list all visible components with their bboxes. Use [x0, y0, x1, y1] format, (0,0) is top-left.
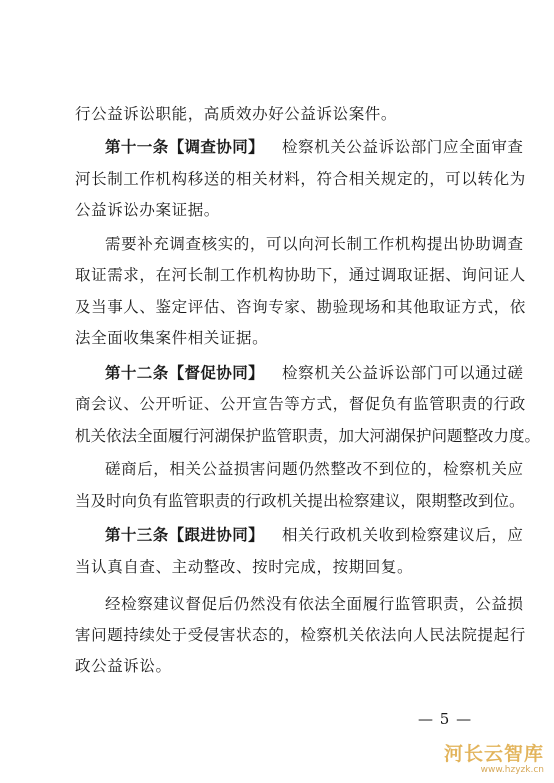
paragraph-line: 机关依法全面履行河湖保护监管职责，加大河湖保护问题整改力度。	[75, 427, 541, 445]
paragraph-line: 商会议、公开听证、公开宣告等方式，督促负有监管职责的行政	[75, 395, 526, 413]
paragraph-line: 法全面收集案件相关证据。	[75, 329, 269, 347]
article-11-heading: 第十一条【调查协同】	[105, 138, 265, 156]
paragraph-line: 取证需求，在河长制工作机构协助下，通过调取证据、询问证人	[75, 266, 526, 284]
paragraph-line: 经检察建议督促后仍然没有依法全面履行监管职责，公益损	[105, 595, 524, 613]
article-11-line: 第十一条【调查协同】 检察机关公益诉讼部门应全面审查	[105, 138, 524, 156]
paragraph-line: 磋商后，相关公益损害问题仍然整改不到位的，检察机关应	[105, 460, 524, 478]
article-13-line: 第十三条【跟进协同】 相关行政机关收到检察建议后，应	[105, 526, 524, 544]
paragraph-line: 政公益诉讼。	[75, 657, 172, 675]
paragraph-line: 当认真自查、主动整改、按时完成，按期回复。	[75, 558, 414, 576]
watermark-brand: 河长云智库	[443, 743, 544, 765]
article-12-heading: 第十二条【督促协同】	[105, 364, 265, 382]
paragraph-line: 当及时向负有监管职责的行政机关提出检察建议，限期整改到位。	[75, 492, 525, 510]
paragraph-line: 公益诉讼办案证据。	[75, 201, 220, 219]
article-12-line: 第十二条【督促协同】 检察机关公益诉讼部门可以通过磋	[105, 364, 524, 382]
paragraph-line: 害问题持续处于受侵害状态的，检察机关依法向人民法院提起行	[75, 626, 526, 644]
paragraph-line: 及当事人、鉴定评估、咨询专家、勘验现场和其他取证方式，依	[75, 298, 526, 316]
watermark-logo	[444, 743, 544, 775]
paragraph-line: 需要补充调查核实的，可以向河长制工作机构提出协助调查	[105, 235, 524, 253]
page-number: — 5 —	[418, 710, 473, 728]
paragraph-line: 行公益诉讼职能，高质效办好公益诉讼案件。	[75, 105, 398, 123]
paragraph-line: 河长制工作机构移送的相关材料，符合相关规定的，可以转化为	[75, 170, 526, 188]
article-13-heading: 第十三条【跟进协同】	[105, 526, 265, 544]
watermark-url: www.hzyzk.cn	[480, 765, 544, 775]
